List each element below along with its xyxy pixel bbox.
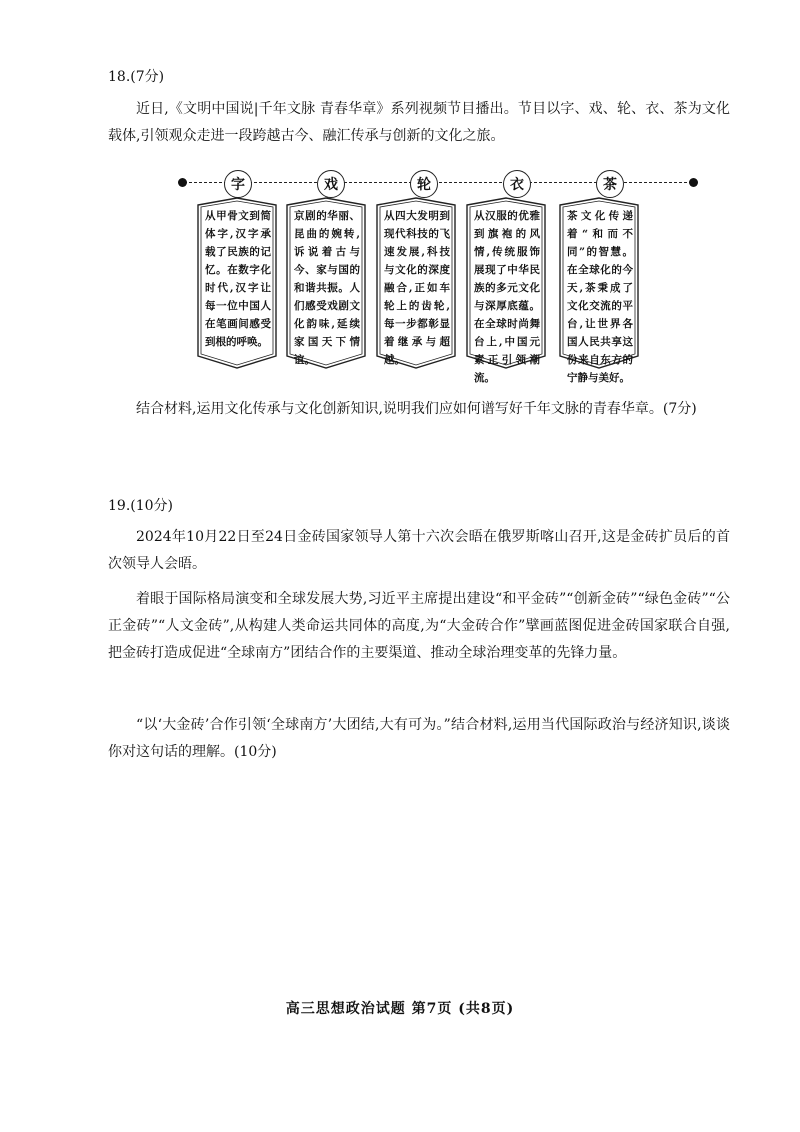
card-yi-text: 从汉服的优雅到旗袍的风情,传统服饰展现了中华民族的多元文化与深厚底蕴。在全球时尚舞台上,中国元素正引领潮流。 (474, 210, 540, 384)
node-lun: 轮 (410, 170, 438, 198)
card-zi-text: 从甲骨文到简体字,汉字承载了民族的记忆。在数字化时代,汉字让每一位中国人在笔画间感受到根的呼唤。 (205, 210, 271, 348)
question-18-number: 18.(7分) (108, 69, 165, 85)
question-18-prompt: 结合材料,运用文化传承与文化创新知识,说明我们应如何谱写好千年文脉的青春华章。(7分) (136, 401, 697, 417)
card-lun-text: 从四大发明到现代科技的飞速发展,科技与文化的深度融合,正如车轮上的齿轮,每一步都彰显着继承与超越。 (384, 210, 450, 366)
card-xi (286, 197, 366, 369)
node-zi: 字 (224, 170, 252, 198)
question-19-para-1: 2024年10月22日至24日金砖国家领导人第十六次会晤在俄罗斯喀山召开,这是金砖扩员后的首次领导人会晤。 (108, 529, 730, 572)
page-footer: 高三思想政治试题 第7页 (共8页) (285, 1001, 515, 1017)
question-19-para-2: 着眼于国际格局演变和全球发展大势,习近平主席提出建设“和平金砖”“创新金砖”“绿色金砖”“公正金砖”“人文金砖”,从构建人类命运共同体的高度,为“大金砖合作”擘画蓝图促进金砖国家联合自强,把金砖打造成促进“全球南方”团结合作的主要渠道、推动全球治理变革的先锋力量。 (108, 591, 730, 661)
question-19-number: 19.(10分) (108, 498, 174, 514)
card-zi (197, 197, 277, 369)
node-yi: 衣 (503, 170, 531, 198)
question-19-prompt: “以‘大金砖’合作引领‘全球南方’大团结,大有可为。”结合材料,运用当代国际政治与经济知识,谈谈你对这句话的理解。(10分) (108, 717, 730, 760)
card-yi (466, 197, 546, 384)
node-cha: 茶 (596, 170, 624, 198)
timeline-start-dot (178, 178, 187, 187)
card-cha (559, 197, 639, 384)
card-cha-text: 茶文化传递着“和而不同”的智慧。在全球化的今天,茶秉成了文化交流的平台,让世界各国人民共享这份来自东方的宁静与美好。 (567, 210, 633, 384)
timeline-end-dot (689, 178, 698, 187)
card-lun (376, 197, 456, 369)
card-xi-text: 京剧的华丽、昆曲的婉转,诉说着古与今、家与国的和谐共振。人们感受戏剧文化韵味,延续家国天下情谊。 (294, 210, 360, 366)
node-xi: 戏 (317, 170, 345, 198)
question-18-intro: 近日,《文明中国说|千年文脉 青春华章》系列视频节目播出。节目以字、戏、轮、衣、茶为文化载体,引领观众走进一段跨越古今、融汇传承与创新的文化之旅。 (108, 101, 730, 144)
